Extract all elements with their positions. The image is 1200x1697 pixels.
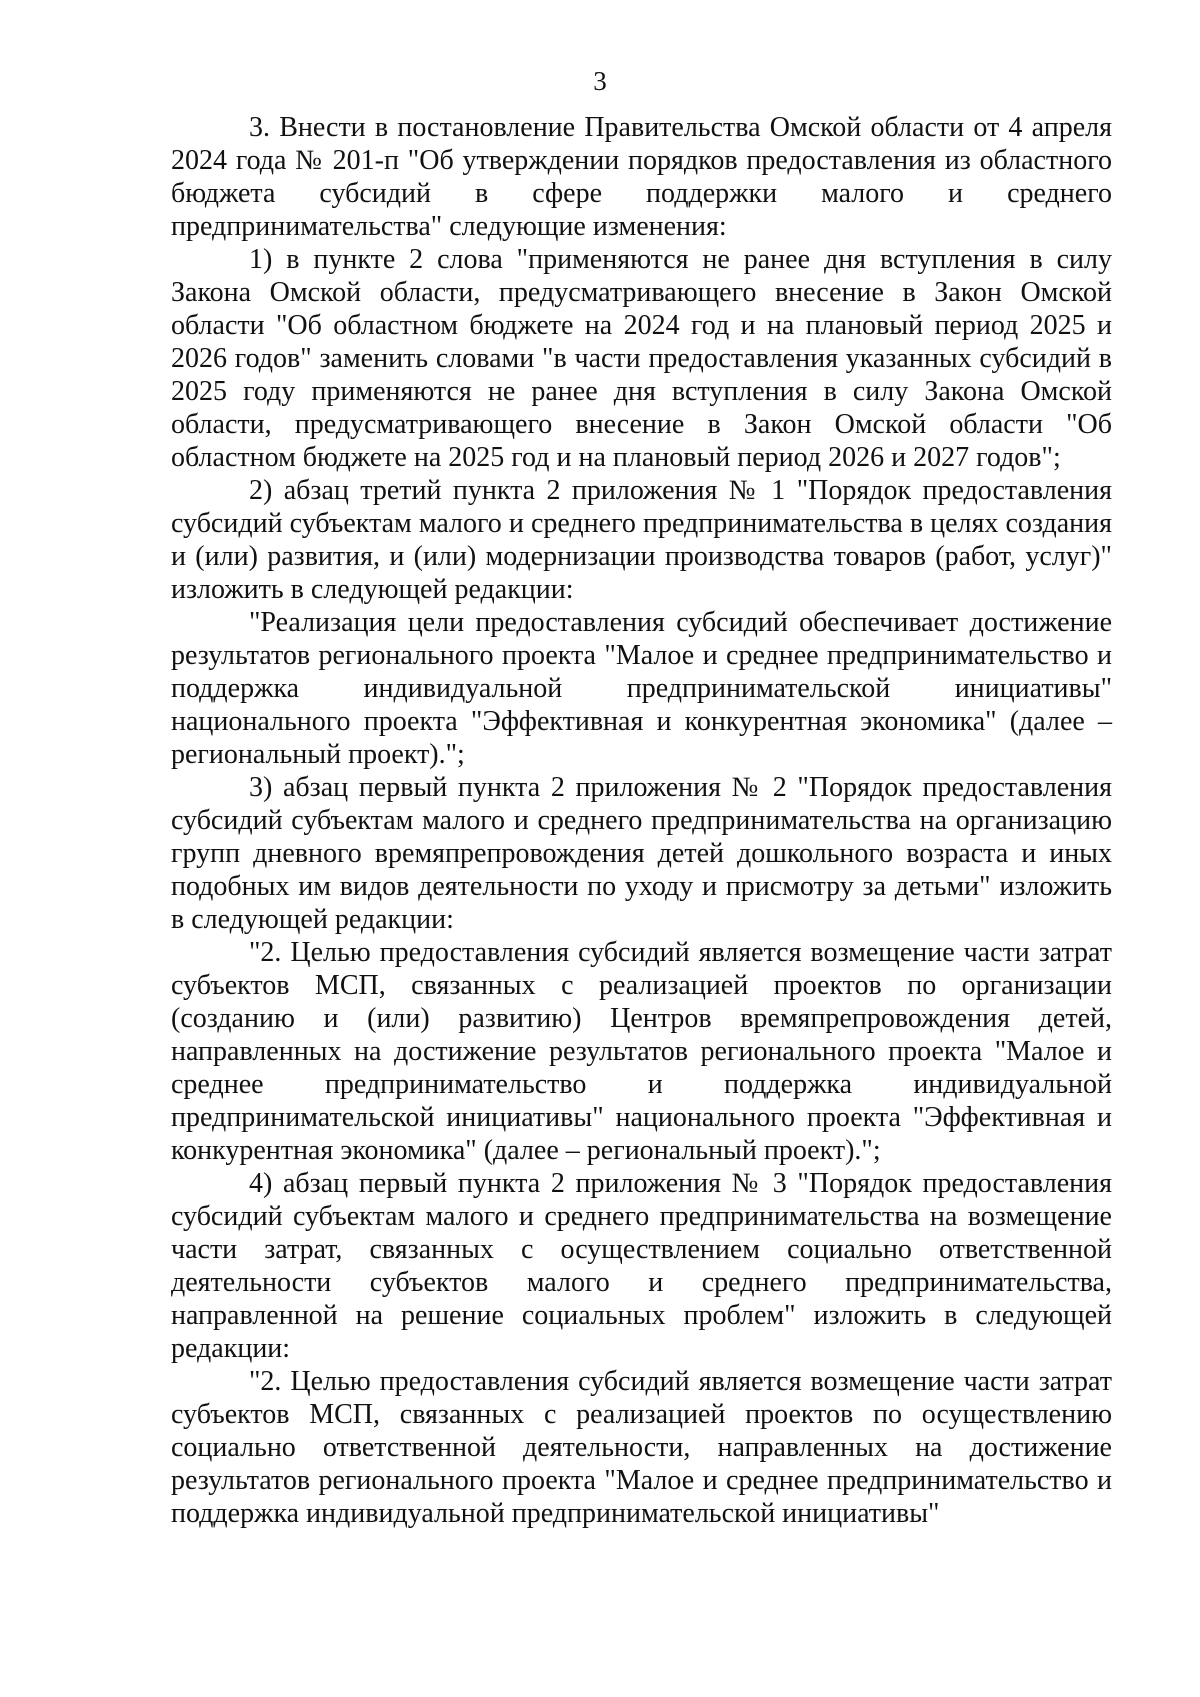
- paragraph-item-3: 3. Внести в постановление Правительства Омской области от 4 апреля 2024 года № 201-п "Об утверждении порядков предоставления из областного бюджета субсидий в сфере поддержки малого и среднего предпринимательства" следующие изменения:: [171, 112, 1112, 242]
- quoted-text-3: "2. Целью предоставления субсидий является возмещение части затрат субъектов МСП, связанных с реализацией проектов по осуществлению социально ответственной деятельности, направленных на достижение результатов регионального проекта "Малое и среднее предпринимательство и поддержка индивидуальной предпринимательской инициативы": [171, 1366, 1112, 1529]
- paragraph-subitem-3: 3) абзац первый пункта 2 приложения № 2 "Порядок предоставления субсидий субъектам малого и среднего предпринимательства на организацию групп дневного времяпрепровождения детей дошкольного возраста и иных подобных им видов деятельности по уходу и присмотру за детьми" изложить в следующей редакции:: [171, 772, 1112, 935]
- paragraph-subitem-4: 4) абзац первый пункта 2 приложения № 3 "Порядок предоставления субсидий субъектам малого и среднего предпринимательства на возмещение части затрат, связанных с осуществлением социально ответственной деятельности субъектов малого и среднего предпринимательства, направленной на решение социальных проблем" изложить в следующей редакции:: [171, 1168, 1112, 1364]
- paragraph-subitem-2: 2) абзац третий пункта 2 приложения № 1 "Порядок предоставления субсидий субъектам малого и среднего предпринимательства в целях создания и (или) развития, и (или) модернизации производства товаров (работ, услуг)" изложить в следующей редакции:: [171, 475, 1112, 605]
- page-number: 3: [593, 66, 607, 96]
- quoted-text-1: "Реализация цели предоставления субсидий обеспечивает достижение результатов регионального проекта "Малое и среднее предпринимательство и поддержка индивидуальной предпринимательской инициативы" национального проекта "Эффективная и конкурентная экономика" (далее – региональный проект).";: [171, 607, 1112, 770]
- quoted-text-2: "2. Целью предоставления субсидий является возмещение части затрат субъектов МСП, связанных с реализацией проектов по организации (созданию и (или) развитию) Центров времяпрепровождения детей, направленных на достижение результатов регионального проекта "Малое и среднее предпринимательство и поддержка индивидуальной предпринимательской инициативы" национального проекта "Эффективная и конкурентная экономика" (далее – региональный проект).";: [171, 937, 1112, 1166]
- document-body: [171, 111, 1112, 1530]
- paragraph-subitem-1: 1) в пункте 2 слова "применяются не ранее дня вступления в силу Закона Омской области, предусматривающего внесение в Закон Омской области "Об областном бюджете на 2024 год и на плановый период 2025 и 2026 годов" заменить словами "в части предоставления указанных субсидий в 2025 году применяются не ранее дня вступления в силу Закона Омской области, предусматривающего внесение в Закон Омской области "Об областном бюджете на 2025 год и на плановый период 2026 и 2027 годов";: [171, 244, 1112, 473]
